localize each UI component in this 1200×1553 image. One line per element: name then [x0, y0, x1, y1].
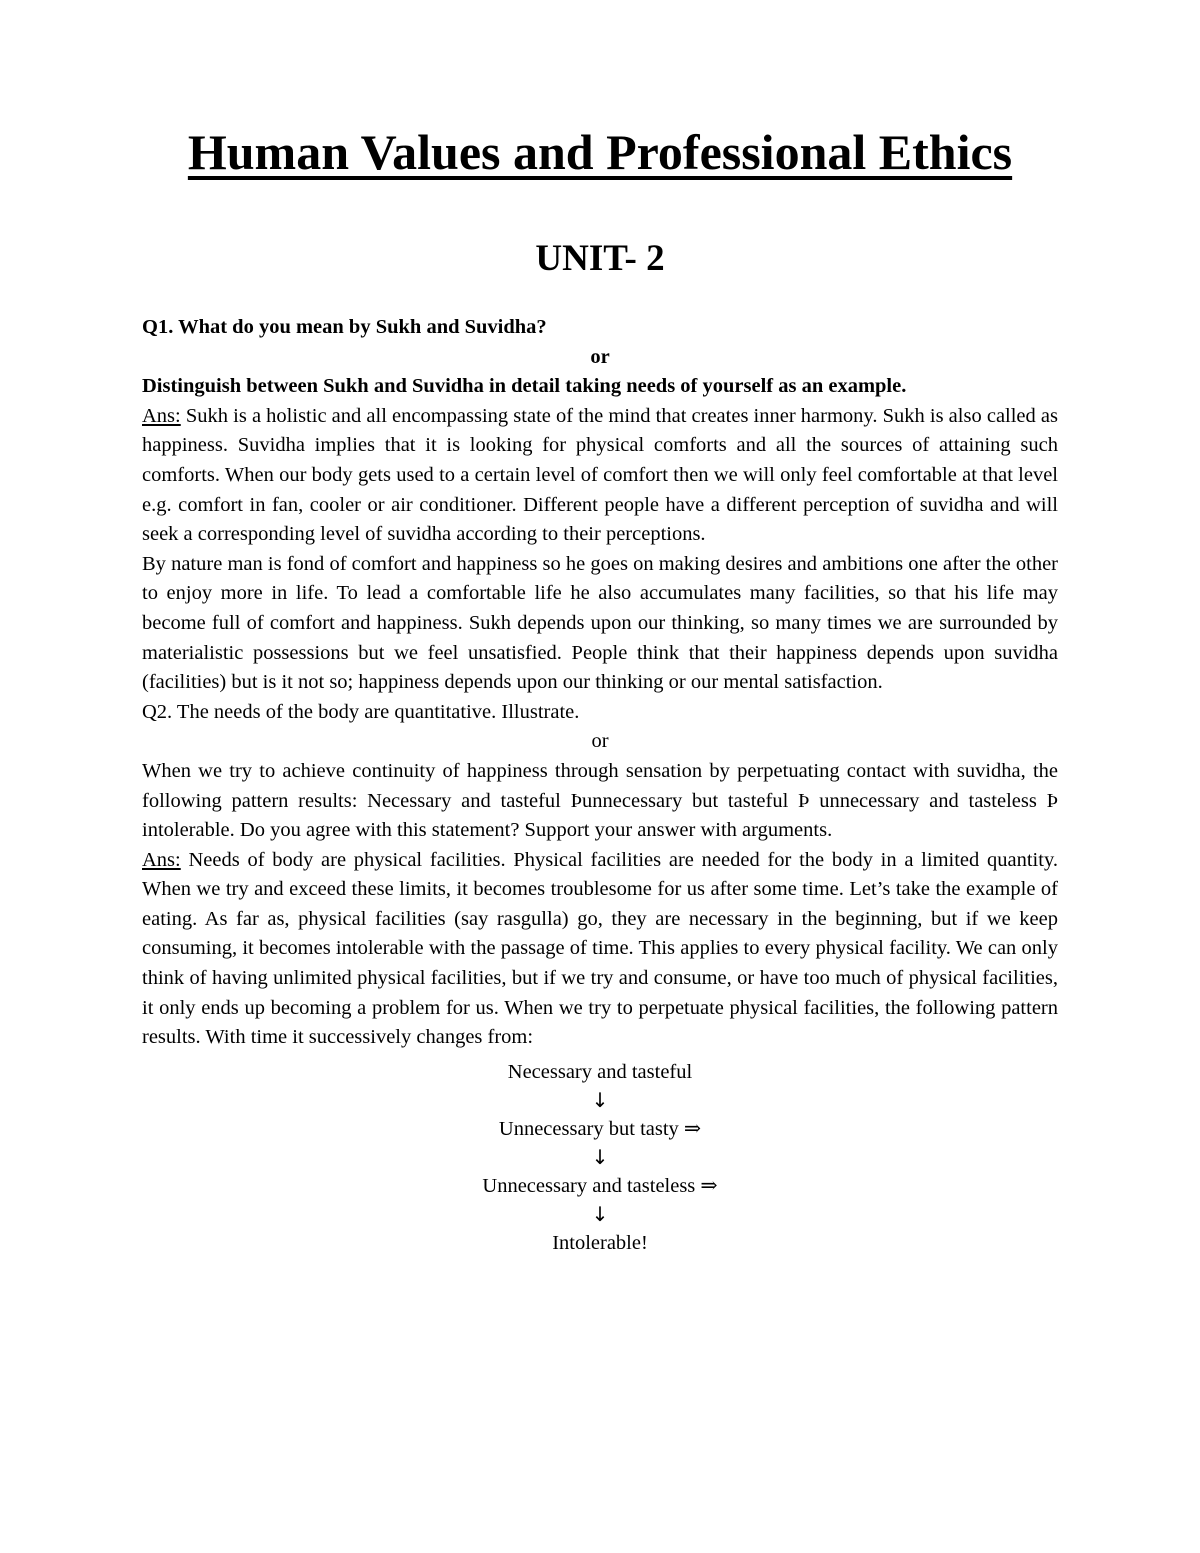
q2-question: Q2. The needs of the body are quantitative. Illustrate.	[142, 700, 580, 723]
document-title: Human Values and Professional Ethics	[187, 124, 1013, 180]
flow-step-3: Unnecessary and tasteless ⇒	[482, 1174, 718, 1197]
q1-answer-para2: By nature man is fond of comfort and happiness so he goes on making desires and ambitions one after the other to enjoy more in life. To lead a comfortable life he also accumulates many facilities, so that his life may become full of comfort and happiness. Sukh depends upon our thinking, so many times we are surrounded by materialistic possessions but we feel unsatisfied. People think that their happiness depends upon suvidha (facilities) but is it not so; happiness depends upon our thinking or our mental satisfaction.	[142, 552, 1058, 694]
q2-ans-label: Ans:	[142, 848, 181, 871]
pattern-flow	[142, 1058, 1058, 1258]
down-arrow-icon: ↓	[591, 1202, 609, 1227]
flow-step-1: Necessary and tasteful	[507, 1060, 693, 1083]
down-arrow-icon: ↓	[591, 1088, 609, 1113]
flow-step-4: Intolerable!	[552, 1231, 648, 1254]
q1-alt-question: Distinguish between Sukh and Suvidha in detail taking needs of yourself as an example.	[142, 375, 907, 398]
q1-question: Q1. What do you mean by Sukh and Suvidha?	[142, 316, 547, 338]
q2-answer-para1	[142, 846, 1058, 1053]
flow-step-2: Unnecessary but tasty ⇒	[498, 1117, 702, 1140]
q2-alt-question: When we try to achieve continuity of happiness through sensation by perpetuating contact with suvidha, the following pattern results: Necessary and tasteful Þunnecessary but tasteful Þ unnecessary and tasteless Þ intolerable. Do you agree with this statement? Support your answer with arguments.	[142, 759, 1058, 842]
unit-heading: UNIT- 2	[535, 238, 665, 279]
q1-or: or	[590, 345, 610, 368]
q2-or: or	[591, 730, 609, 753]
q1-answer-para1	[142, 402, 1058, 550]
document-page	[142, 120, 1058, 1257]
q1-ans-label: Ans:	[142, 404, 181, 427]
down-arrow-icon: ↓	[591, 1145, 609, 1170]
q1-ans-text: Sukh is a holistic and all encompassing state of the mind that creates inner harmony. Sukh is also called as happiness. Suvidha implies that it is looking for physical comforts and all the sources of attaining such comforts. When our body gets used to a certain level of comfort then we will only feel comfortable at that level e.g. comfort in fan, cooler or air conditioner. Different people have a different perception of suvidha and will seek a corresponding level of suvidha according to their perceptions.	[142, 404, 1058, 546]
q2-ans-text: Needs of body are physical facilities. Physical facilities are needed for the body in a limited quantity. When we try and exceed these limits, it becomes troublesome for us after some time. Let’s take the example of eating. As far as, physical facilities (say rasgulla) go, they are necessary in the beginning, but if we keep consuming, it becomes intolerable with the passage of time. This applies to every physical facility. We can only think of having unlimited physical facilities, but if we try and consume, or have too much of physical facilities, it only ends up becoming a problem for us. When we try to perpetuate physical facilities, the following pattern results. With time it successively changes from:	[142, 848, 1058, 1049]
